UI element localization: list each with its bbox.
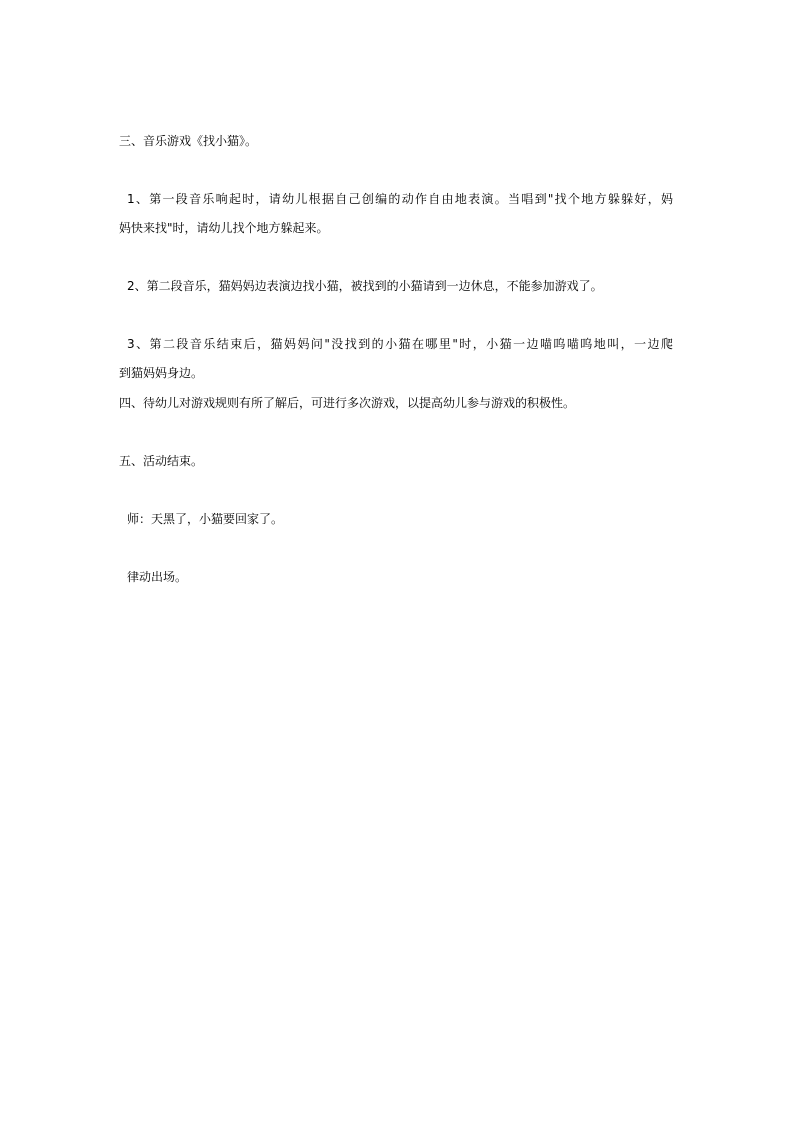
step-1-line-1: 1、第一段音乐响起时，请幼儿根据自己创编的动作自由地表演。当唱到"找个地方躲躲好，妈: [127, 192, 673, 206]
section-3-heading: 三、音乐游戏《找小猫》。: [119, 134, 258, 148]
section-4-text: 四、待幼儿对游戏规则有所了解后，可进行多次游戏，以提高幼儿参与游戏的积极性。: [119, 396, 576, 410]
section-5-heading: 五、活动结束。: [119, 454, 204, 468]
step-3-line-2: 到猫妈妈身边。: [119, 366, 204, 380]
step-3-line-1: 3、第二段音乐结束后，猫妈妈问"没找到的小猫在哪里"时，小猫一边喵呜喵呜地叫，一边爬: [127, 337, 673, 351]
step-1-line-2: 妈快来找"时，请幼儿找个地方躲起来。: [119, 221, 329, 235]
step-2-text: 2、第二段音乐，猫妈妈边表演边找小猫，被找到的小猫请到一边休息，不能参加游戏了。: [127, 279, 603, 293]
closing-line: 律动出场。: [127, 570, 188, 584]
teacher-line: 师：天黑了，小猫要回家了。: [127, 512, 284, 526]
